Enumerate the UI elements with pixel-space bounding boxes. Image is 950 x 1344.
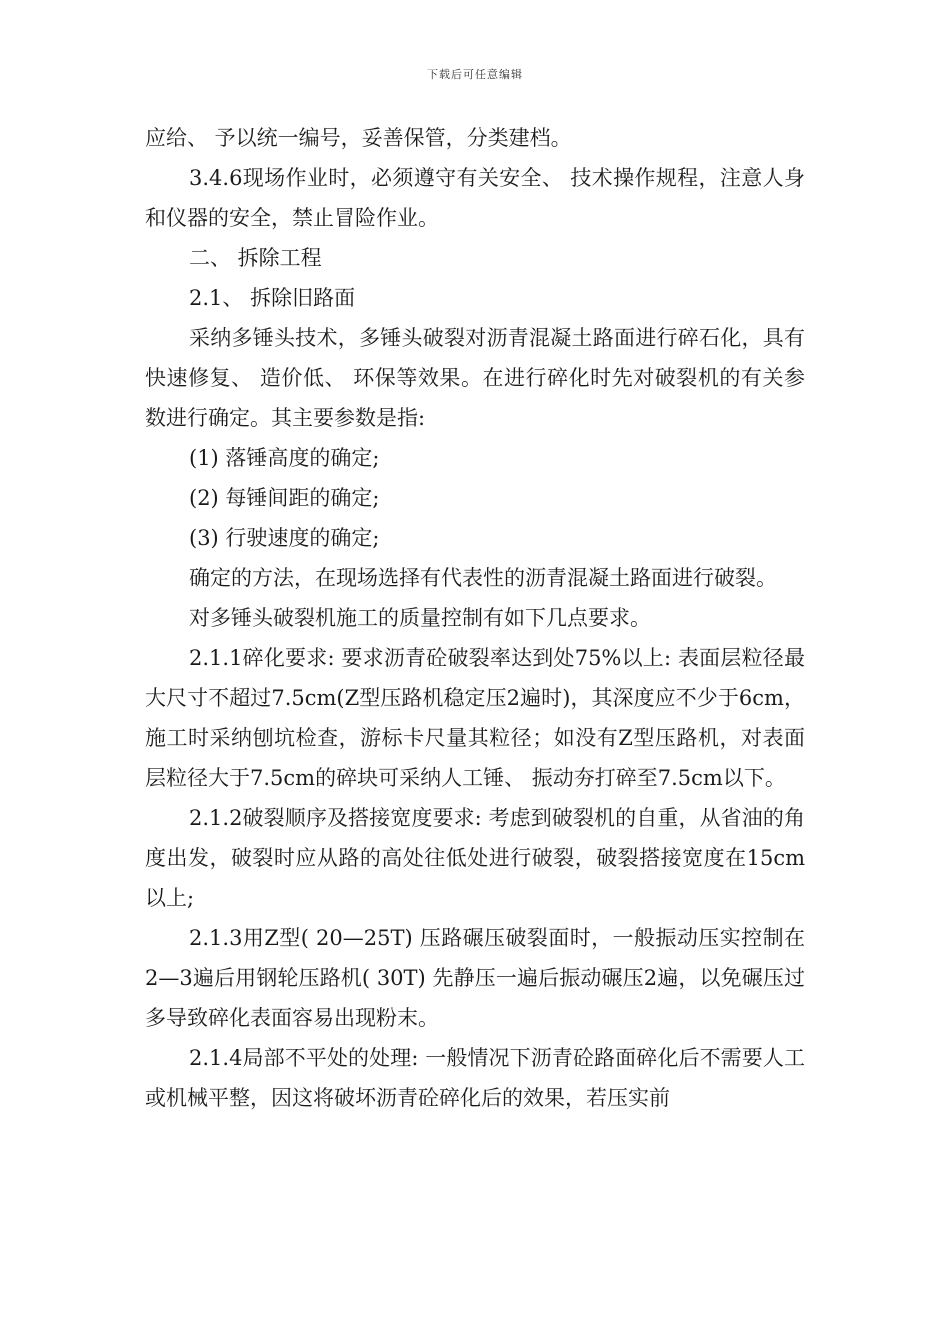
list-item-1: (1) 落锤高度的确定;: [189, 446, 380, 470]
paragraph-9: 确定的方法，在现场选择有代表性的沥青混凝土路面进行破裂。: [189, 566, 777, 590]
paragraph-5: 采纳多锤头技术，多锤头破裂对沥青混凝土路面进行碎石化，具有快速修复、 造价低、 环保等效果。在进行碎化时先对破裂机的有关参数进行确定。其主要参数是指:: [145, 326, 805, 430]
paragraph-2: 3.4.6现场作业时，必须遵守有关安全、 技术操作规程，注意人身和仪器的安全，禁止冒险作业。: [145, 166, 805, 230]
paragraph-13: 2.1.3用Z型( 20—25T) 压路碾压破裂面时，一般振动压实控制在2—3遍后用钢轮压路机( 30T) 先静压一遍后振动碾压2遍，以免碾压过多导致碎化表面容易出现粉末。: [145, 926, 805, 1030]
paragraph-14: 2.1.4局部不平处的处理: 一般情况下沥青砼路面碎化后不需要人工或机械平整，因这将破坏沥青砼碎化后的效果，若压实前: [145, 1046, 805, 1110]
paragraph-1: 应给、 予以统一编号，妥善保管，分类建档。: [145, 126, 572, 150]
paragraph-10: 对多锤头破裂机施工的质量控制有如下几点要求。: [189, 606, 651, 630]
paragraph-11: 2.1.1碎化要求: 要求沥青砼破裂率达到处75%以上: 表面层粒径最大尺寸不超过7.5cm(Z型压路机稳定压2遍时)，其深度应不少于6cm，施工时采纳刨坑检查，游标卡尺量其粒径；如没有Z型压路机，对表面层粒径大于7.5cm的碎块可采纳人工锤、 振动夯打碎至7.5cm以下。: [145, 646, 805, 790]
section-heading: 二、 拆除工程: [189, 246, 322, 270]
paragraph-12: 2.1.2破裂顺序及搭接宽度要求: 考虑到破裂机的自重，从省油的角度出发，破裂时应从路的高处往低处进行破裂，破裂搭接宽度在15cm以上;: [145, 806, 805, 910]
document-body: [145, 118, 805, 1118]
list-item-2: (2) 每锤间距的确定;: [189, 486, 380, 510]
list-item-3: (3) 行驶速度的确定;: [189, 526, 380, 550]
subsection-heading: 2.1、 拆除旧路面: [189, 286, 356, 310]
page-header: 下载后可任意编辑: [427, 68, 523, 81]
